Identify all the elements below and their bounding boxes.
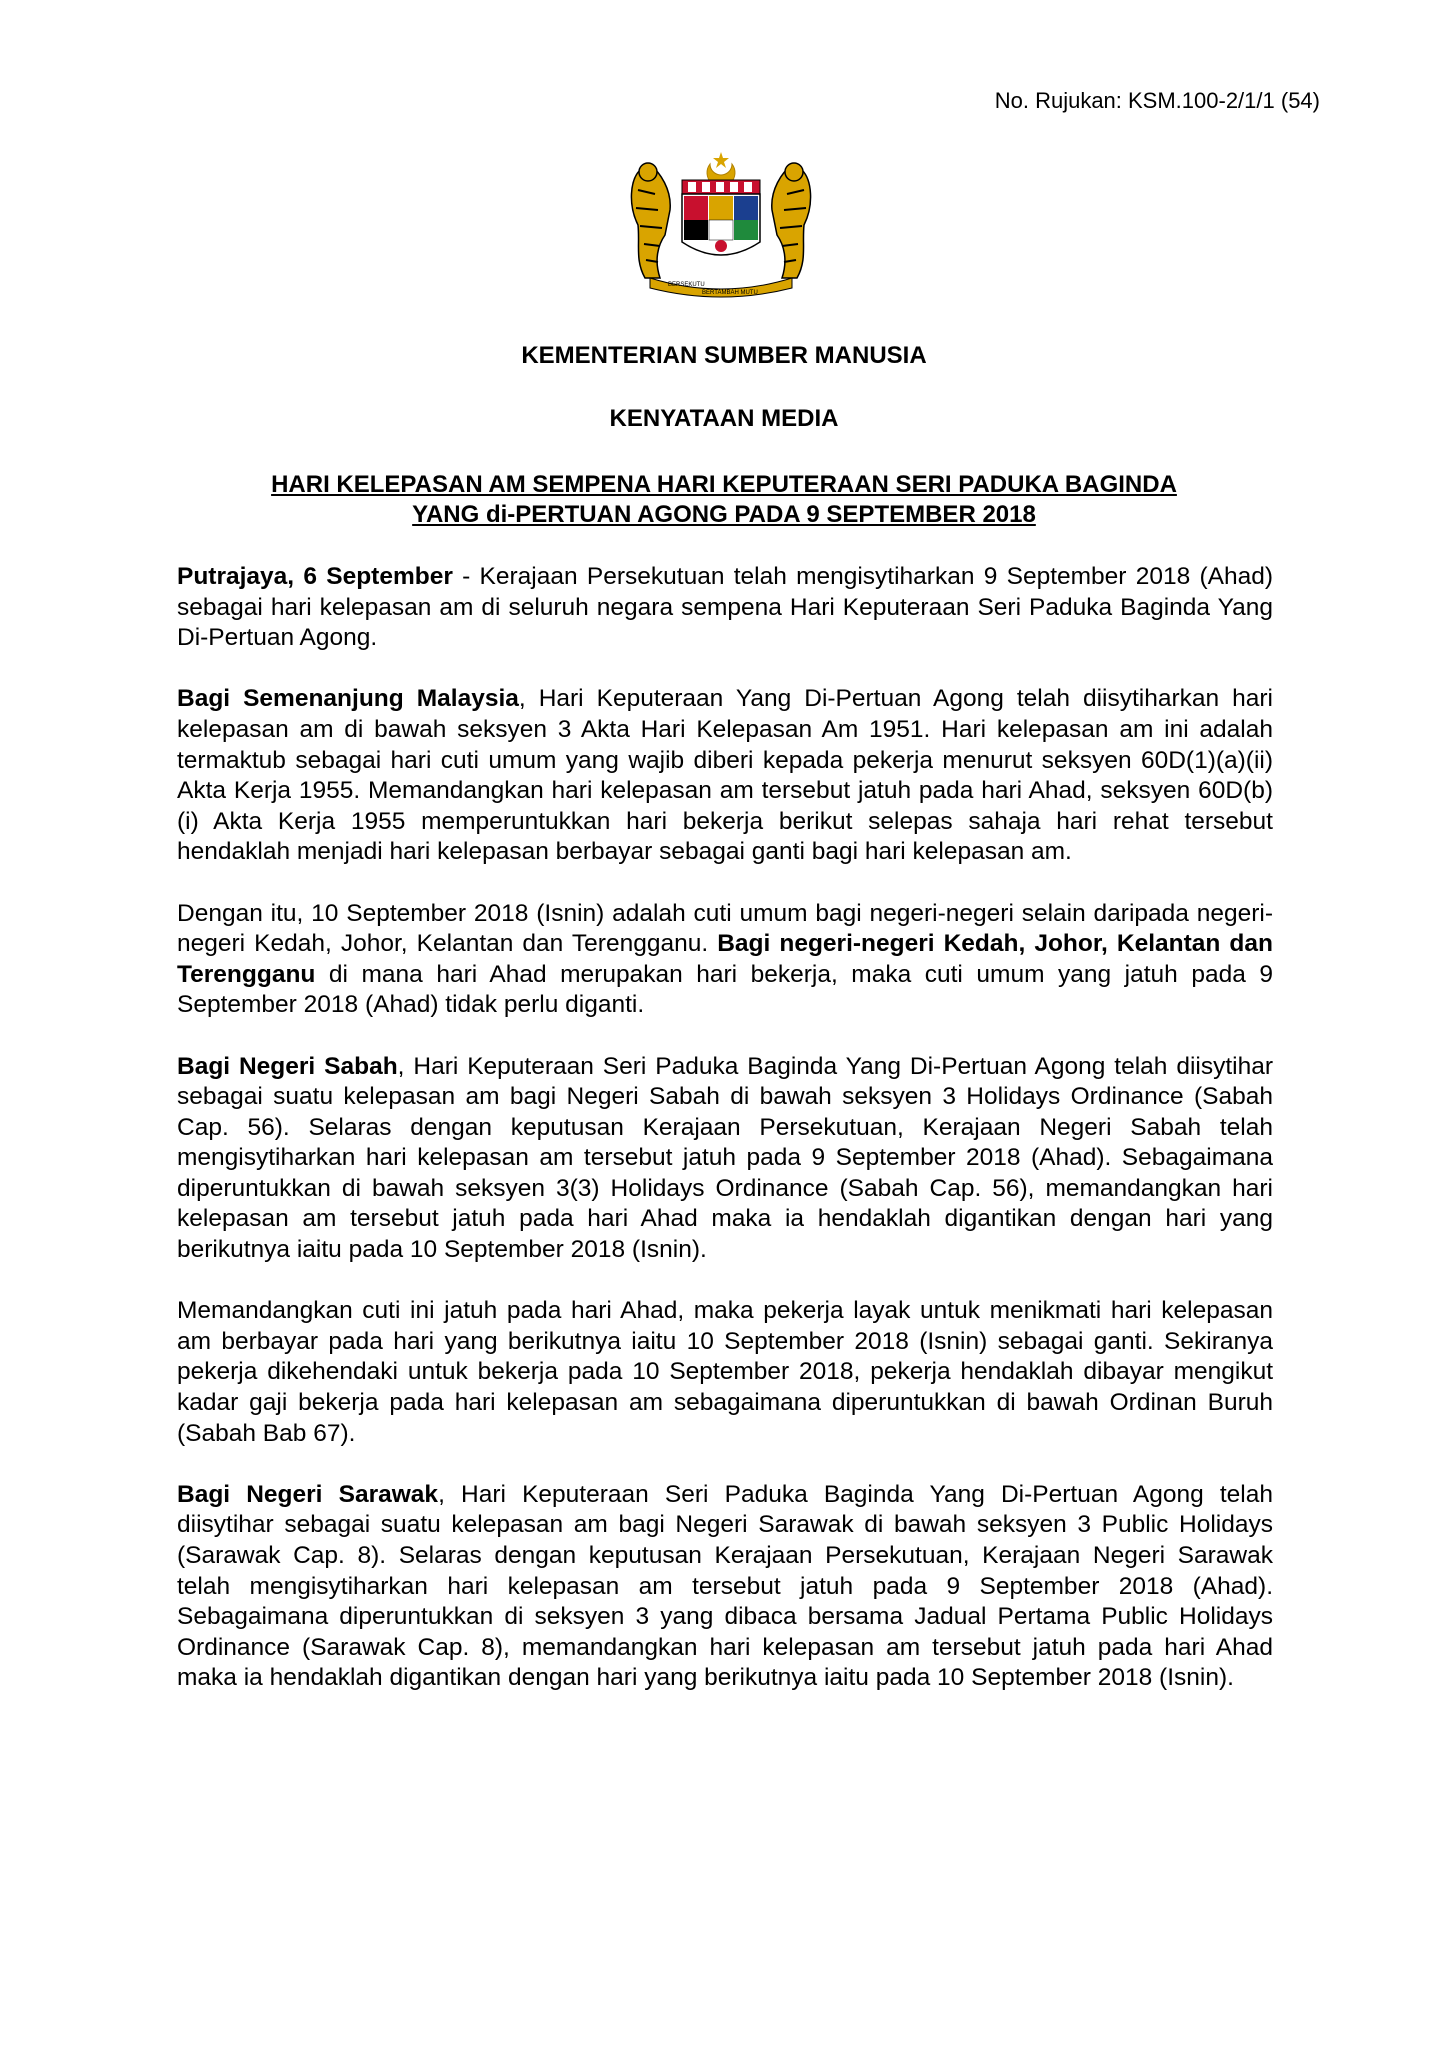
paragraph-lead-bold: Bagi Negeri Sarawak [177, 1480, 439, 1508]
motto-scroll [650, 278, 792, 297]
paragraph-text: - Kerajaan Persekutuan telah mengisytiharkan 9 September 2018 (Ahad) sebagai hari kelepasan am di seluruh negara sempena Hari Keputeraan Seri Paduka Baginda Yang Di-Pertuan Agong. [177, 563, 1273, 652]
document-type: KENYATAAN MEDIA [609, 405, 839, 432]
paragraph-text: , Hari Keputeraan Yang Di-Pertuan Agong telah diisytiharkan hari kelepasan am di bawah seksyen 3 Akta Hari Kelepasan Am 1951. Hari kelepasan am ini adalah termaktub sebagai hari cuti umum yang wajib diberi kepada pekerja menurut seksyen 60D(1)(a)(ii) Akta Kerja 1955. Memandangkan hari kelepasan am tersebut jatuh pada hari Ahad, seksyen 60D(b)(i) Akta Kerja 1955 memperuntukkan hari bekerja berikut selepas sahaja hari rehat tersebut hendaklah menjadi hari kelepasan berbayar sebagai ganti bagi hari kelepasan am. [177, 685, 1273, 866]
shield-icon [682, 180, 760, 255]
paragraph-sabah [177, 1052, 1273, 1266]
paragraph-sarawak [177, 1480, 1273, 1694]
paragraph-cuti-ahad [177, 1296, 1273, 1449]
coat-of-arms-emblem [610, 150, 832, 300]
ministry-name: KEMENTERIAN SUMBER MANUSIA [521, 342, 927, 369]
body-text [177, 562, 1273, 1725]
motto-center-text: BERTAMBAH MUTU [702, 290, 758, 296]
left-tiger-icon [631, 163, 670, 278]
paragraph-inline-bold: Bagi negeri-negeri Kedah, Johor, Kelantan dan Terengganu [177, 930, 1273, 988]
paragraph-lead-bold: Bagi Semenanjung Malaysia [177, 685, 519, 713]
paragraph-dengan-itu [177, 899, 1273, 1021]
paragraph-text: Memandangkan cuti ini jatuh pada hari Ahad, maka pekerja layak untuk menikmati hari kelepasan am berbayar pada hari yang berikutnya iaitu 10 September 2018 (Isnin) sebagai ganti. Sekiranya pekerja dikehendaki untuk bekerja pada 10 September 2018, pekerja hendaklah dibayar mengikut kadar gaji bekerja pada hari kelepasan am sebagaimana diperuntukkan di bawah Ordinan Buruh (Sabah Bab 67). [177, 1297, 1273, 1447]
title-line-1: HARI KELEPASAN AM SEMPENA HARI KEPUTERAAN SERI PADUKA BAGINDA [271, 471, 1177, 498]
paragraph-text: , Hari Keputeraan Seri Paduka Baginda Yang Di-Pertuan Agong telah diisytihar sebagai suatu kelepasan am bagi Negeri Sarawak di bawah seksyen 3 Public Holidays (Sarawak Cap. 8). Selaras dengan keputusan Kerajaan Persekutuan, Kerajaan Negeri Sarawak telah mengisytiharkan hari kelepasan am tersebut jatuh pada 9 September 2018 (Ahad). Sebagaimana diperuntukkan di seksyen 3 yang dibaca bersama Jadual Pertama Public Holidays Ordinance (Sarawak Cap. 8), memandangkan hari kelepasan am tersebut jatuh pada hari Ahad maka ia hendaklah digantikan dengan hari yang berikutnya iaitu pada 10 September 2018 (Isnin). [177, 1480, 1273, 1692]
paragraph-text: di mana hari Ahad merupakan hari bekerja, maka cuti umum yang jatuh pada 9 September 2018 (Ahad) tidak perlu diganti. [177, 960, 1273, 1019]
paragraph-semenanjung [177, 684, 1273, 868]
document-title [0, 470, 1448, 530]
motto-left-text: BERSEKUTU [668, 282, 705, 288]
paragraph-lead-bold: Putrajaya, 6 September [177, 563, 453, 590]
paragraph-putrajaya [177, 562, 1273, 654]
right-tiger-icon [772, 163, 811, 278]
reference-number: No. Rujukan: KSM.100-2/1/1 (54) [994, 88, 1320, 113]
title-line-2: YANG di-PERTUAN AGONG PADA 9 SEPTEMBER 2018 [412, 501, 1036, 528]
paragraph-text: Dengan itu, 10 September 2018 (Isnin) adalah cuti umum bagi negeri-negeri selain daripada negeri-negeri Kedah, Johor, Kelantan dan Terengganu. [177, 899, 1273, 958]
paragraph-lead-bold: Bagi Negeri Sabah [177, 1052, 398, 1080]
paragraph-text: , Hari Keputeraan Seri Paduka Baginda Yang Di-Pertuan Agong telah diisytihar sebagai suatu kelepasan am bagi Negeri Sabah di bawah seksyen 3 Holidays Ordinance (Sabah Cap. 56). Selaras dengan keputusan Kerajaan Persekutuan, Kerajaan Negeri Sabah telah mengisytiharkan hari kelepasan am tersebut jatuh pada 9 September 2018 (Ahad). Sebagaimana diperuntukkan di bawah seksyen 3(3) Holidays Ordinance (Sabah Cap. 56), memandangkan hari kelepasan am tersebut jatuh pada hari Ahad maka ia hendaklah digantikan dengan hari yang berikutnya iaitu pada 10 September 2018 (Isnin). [177, 1052, 1273, 1264]
